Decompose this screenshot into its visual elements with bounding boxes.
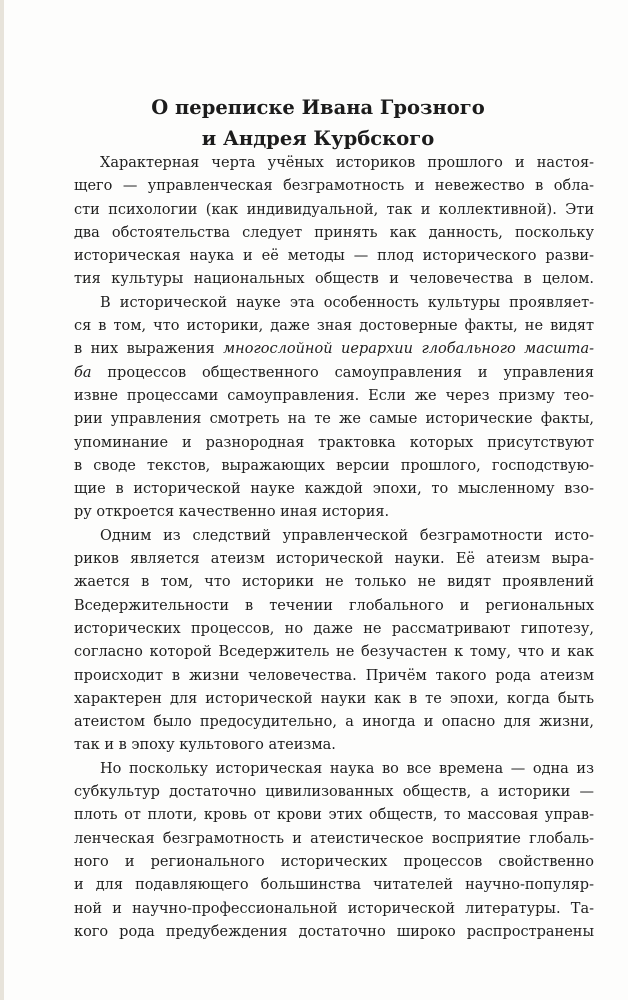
italic-emphasis: многослойной иерархии глобального масшта-	[223, 341, 594, 358]
text-line: ной и научно-профессиональной исторической литературы. Та-	[74, 900, 594, 917]
text-line: ру откроется качественно иная история.	[74, 504, 390, 521]
text-fragment: процессов общественного самоуправления и управления	[91, 364, 594, 381]
chapter-title	[4, 92, 628, 154]
text-line: два обстоятельства следует принять как данность, поскольку	[74, 224, 594, 241]
text-line: характерен для исторической науки как в те эпохи, когда быть	[74, 690, 594, 707]
text-line: историческая наука и её методы — плод исторического разви-	[74, 248, 594, 265]
text-line: атеистом было предосудительно, а иногда и опасно для жизни,	[74, 714, 594, 731]
text-line: исторических процессов, но даже не рассматривают гипотезу,	[74, 620, 594, 637]
text-line: субкультур достаточно цивилизованных обществ, а историки —	[74, 784, 594, 801]
text-line: и для подавляющего большинства читателей научно-популяр-	[74, 877, 594, 894]
text-line: щего — управленческая безграмотность и невежество в обла-	[74, 178, 594, 195]
text-line: так и в эпоху культового атеизма.	[74, 737, 336, 754]
paragraph-1	[74, 152, 594, 292]
text-line: упоминание и разнородная трактовка которых присутствуют	[74, 434, 594, 451]
text-line: Вседержительности в течении глобального и региональных	[74, 597, 594, 614]
text-line: Одним из следствий управленческой безграмотности исто-	[100, 527, 594, 544]
chapter-title-line-1: О переписке Ивана Грозного	[151, 96, 485, 119]
text-line: Но поскольку историческая наука во все времена — одна из	[100, 760, 594, 777]
text-line: кого рода предубеждения достаточно широко распространены	[74, 923, 594, 940]
text-line: В исторической науке эта особенность культуры проявляет-	[100, 294, 594, 311]
text-line: риков является атеизм исторической науки. Её атеизм выра-	[74, 551, 594, 568]
chapter-title-line-2: и Андрея Курбского	[201, 127, 435, 150]
text-line: щие в исторической науке каждой эпохи, то мысленному взо-	[74, 481, 594, 498]
text-line: ного и регионального исторических процессов свойственно	[74, 853, 594, 870]
text-line: извне процессами самоуправления. Если же через призму тео-	[74, 387, 594, 404]
text-line: рии управления смотреть на те же самые исторические факты,	[74, 411, 594, 428]
text-line: ся в том, что историки, даже зная достоверные факты, не видят	[74, 318, 594, 335]
italic-emphasis: ба	[74, 364, 92, 381]
paragraph-2	[74, 292, 594, 525]
text-line: происходит в жизни человечества. Причём такого рода атеизм	[74, 667, 594, 684]
paragraph-4	[74, 758, 594, 944]
text-line: согласно которой Вседержитель не безучастен к тому, что и как	[74, 644, 594, 661]
text-line: сти психологии (как индивидуальной, так и коллективной). Эти	[74, 201, 594, 218]
text-line: ленческая безграмотность и атеистическое восприятие глобаль-	[74, 830, 594, 847]
text-line-mixed	[74, 362, 594, 385]
text-fragment: в них выражения	[74, 341, 224, 358]
text-line: в своде текстов, выражающих версии прошлого, господствую-	[74, 457, 594, 474]
text-line: Характерная черта учёных историков прошлого и настоя-	[100, 155, 594, 171]
text-line: жается в том, что историки не только не видят проявлений	[74, 574, 594, 591]
text-line: тия культуры национальных обществ и человечества в целом.	[74, 271, 594, 288]
body-text	[74, 152, 594, 944]
paragraph-3	[74, 525, 594, 758]
text-line-mixed	[74, 338, 594, 361]
text-line: плоть от плоти, кровь от крови этих обществ, то массовая управ-	[74, 807, 594, 824]
